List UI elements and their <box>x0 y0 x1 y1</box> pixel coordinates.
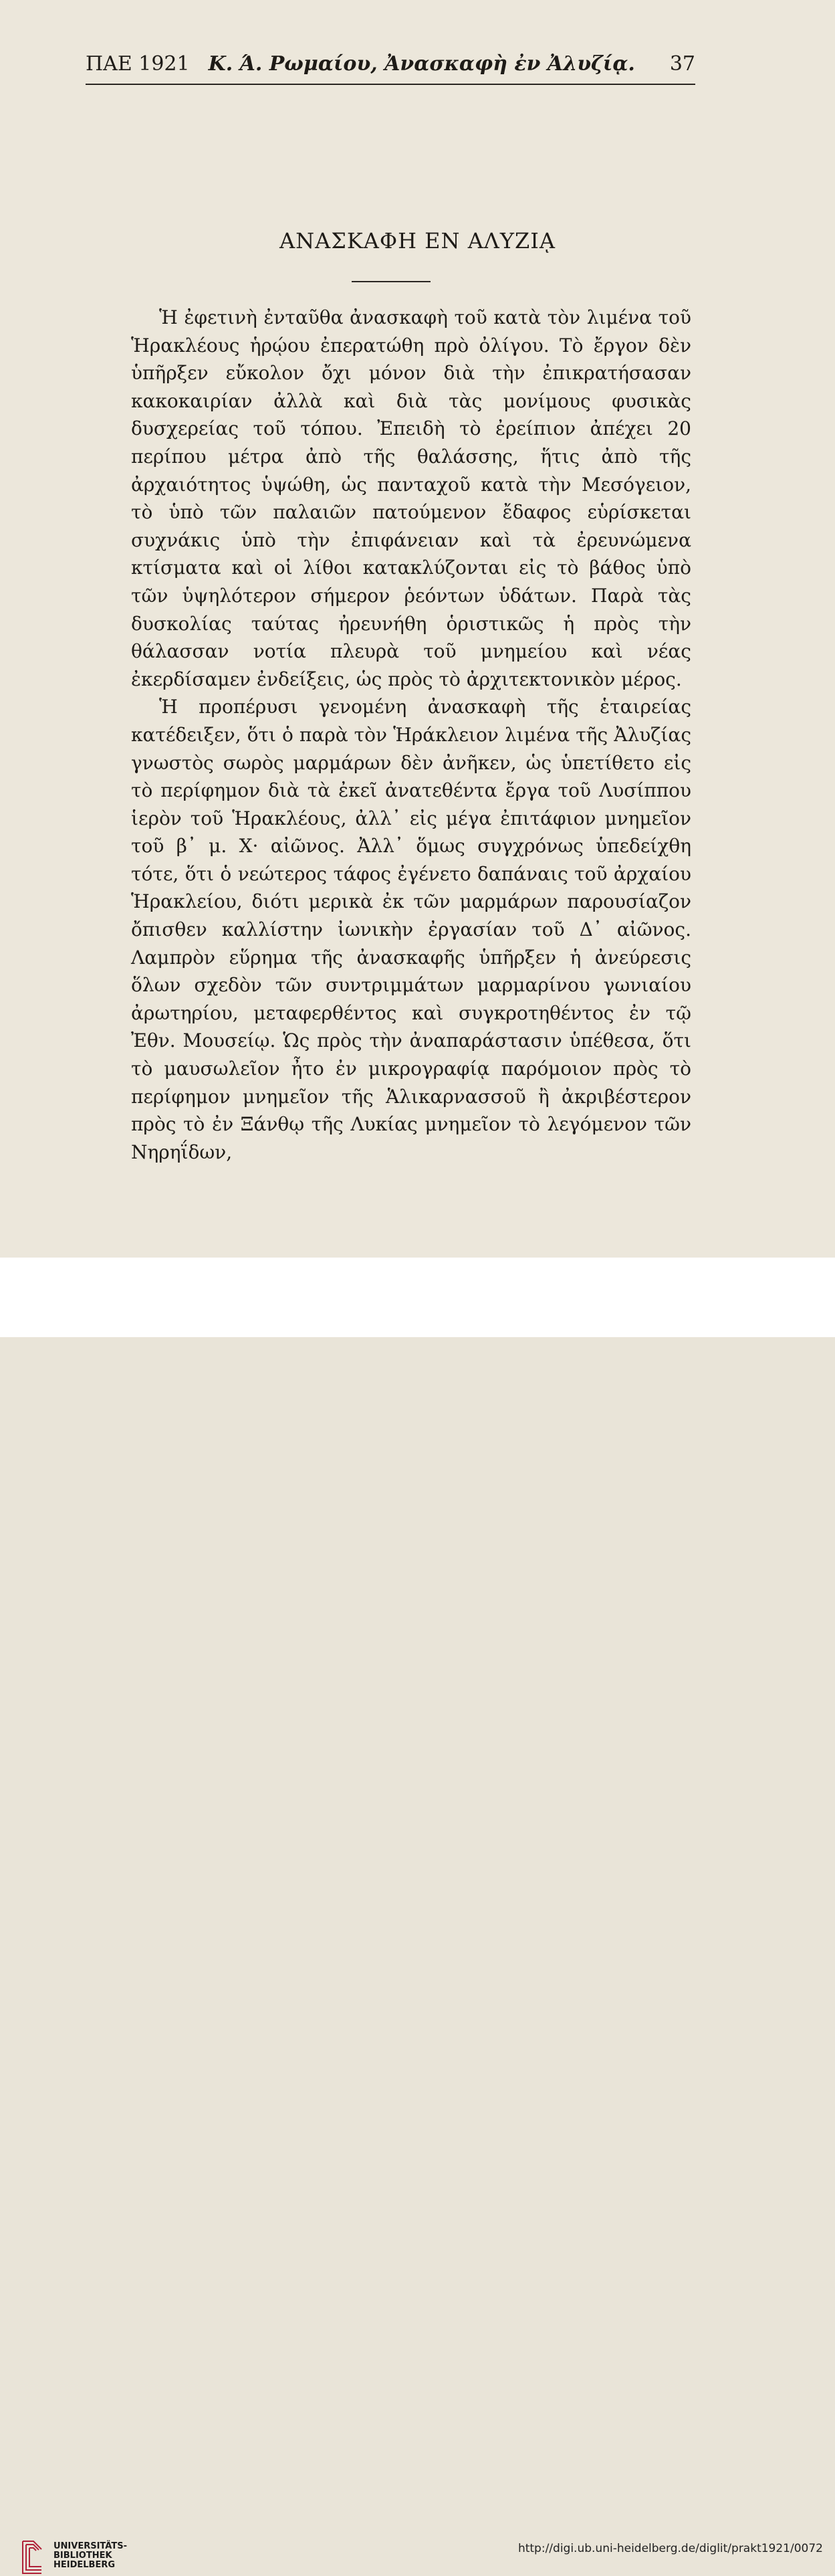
digitization-footer <box>0 1258 835 2570</box>
header-rule <box>86 84 695 85</box>
page-number: 37 <box>669 52 695 76</box>
paragraph-1: Ἡ ἐφετινὴ ἐνταῦθα ἀνασκαφὴ τοῦ κατὰ τὸν λιμένα τοῦ Ἡρακλέους ἡρῴου ἐπερατώθη πρὸ ὀλίγου. Τὸ ἔργον δὲν ὑπῆρξεν εὔκολον ὄχι μόνον διὰ τὴν ἐπικρατήσασαν κακοκαιρίαν ἀλλὰ καὶ διὰ τὰς μονίμους φυσικὰς δυσχερείας τοῦ τόπου. Ἐπειδὴ τὸ ἐρείπιον ἀπέχει 20 περίπου μέτρα ἀπὸ τῆς θαλάσσης, ἥτις ἀπὸ τῆς ἀρχαιότητος ὑψώθη, ὡς πανταχοῦ κατὰ τὴν Μεσόγειον, τὸ ὑπὸ τῶν παλαιῶν πατούμενον ἔδαφος εὑρίσκεται συχνάκις ὑπὸ τὴν ἐπιφάνειαν καὶ τὰ ἐρευνώμενα κτίσματα καὶ οἱ λίθοι κατακλύζονται εἰς τὸ βάθος ὑπὸ τῶν ὑψηλότερον σήμερον ῥεόντων ὑδάτων. Παρὰ τὰς δυσκολίας ταύτας ἠρευνήθη ὁριστικῶς ἡ πρὸς τὴν θάλασσαν νοτία πλευρὰ τοῦ μνημείου καὶ νέας ἐκερδίσαμεν ἐνδείξεις, ὡς πρὸς τὸ ἀρχιτεκτονικὸν μέρος. <box>131 306 691 690</box>
library-line-2: BIBLIOTHEK <box>53 2551 112 2561</box>
author-title: Κ. Ά. Ρωμαίου, Ἀνασκαφὴ ἐν Ἀλυζίᾳ. <box>208 52 635 76</box>
running-head <box>86 51 695 78</box>
article-title: ΑΝΑΣΚΑΦΗ ΕΝ ΑΛΥΖΙᾼ <box>279 228 556 254</box>
paragraph-2: Ἡ προπέρυσι γενομένη ἀνασκαφὴ τῆς ἑταιρείας κατέδειξεν, ὅτι ὁ παρὰ τὸν Ἡράκλειον λιμένα τῆς Ἀλυζίας γνωστὸς σωρὸς μαρμάρων δὲν ἀνῆκεν, ὡς ὑπετίθετο εἰς τὸ περίφημον διὰ τὰ ἐκεῖ ἀνατεθέντα ἔργα τοῦ Λυσίππου ἱερὸν τοῦ Ἡρακλέους, ἀλλ᾽ εἰς μέγα ἐπιτάφιον μνημεῖον τοῦ β᾽ μ. Χ· αἰῶνος. Ἀλλ᾽ ὅμως συγχρόνως ὑπεδείχθη τότε, ὅτι ὁ νεώτερος τάφος ἐγένετο δαπάναις τοῦ ἀρχαίου Ἡρακλείου, διότι μερικὰ ἐκ τῶν μαρμάρων παρουσίαζον ὄπισθεν καλλίστην ἰωνικὴν ἐργασίαν τοῦ Δ᾽ αἰῶνος. Λαμπρὸν εὕρημα τῆς ἀνασκαφῆς ὑπῆρξεν ἡ ἀνεύρεσις ὅλων σχεδὸν τῶν συντριμμάτων μαρμαρίνου γωνιαίου ἀρωτηρίου, μεταφερθέντος καὶ συγκροτηθέντος ἐν τῷ Ἐθν. Μουσείῳ. Ὡς πρὸς τὴν ἀναπαράστασιν ὑπέθεσα, ὅτι τὸ μαυσωλεῖον ἦτο ἐν μικρογραφίᾳ παρόμοιον πρὸς τὸ περίφημον μνημεῖον τῆς Ἁλικαρνασσοῦ ἢ ἀκριβέστερον πρὸς τὸ ἐν Ξάνθῳ τῆς Λυκίας μνημεῖον τὸ λεγόμενον τῶν Νηρηΐδων, <box>131 696 691 1163</box>
journal-reference: ΠΑΕ 1921 <box>86 52 190 76</box>
library-line-3: HEIDELBERG <box>53 2560 116 2570</box>
library-name <box>53 2542 127 2570</box>
book-page <box>0 0 835 1258</box>
title-rule <box>352 281 431 282</box>
library-line-1: UNIVERSITÄTS- <box>53 2541 127 2551</box>
body-text <box>131 304 691 1166</box>
source-url[interactable]: http://digi.ub.uni-heidelberg.de/diglit/prakt1921/0072 <box>517 2542 823 2555</box>
heidelberg-library-logo-icon <box>20 2539 44 2576</box>
